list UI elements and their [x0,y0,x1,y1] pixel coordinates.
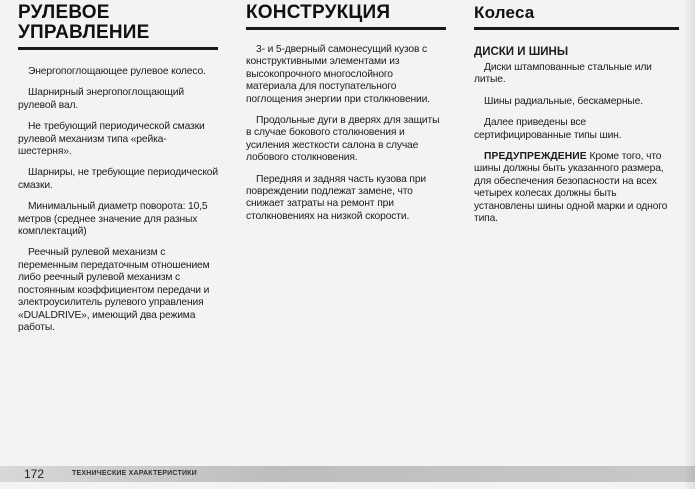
warning-text: Кроме того, что шины должны быть указанного размера, для обеспечения безопасности на всех четырех колесах должны быть установлены шины одной марки и одного типа. [474,151,668,225]
steering-heading-line2: УПРАВЛЕНИЕ [18,22,150,43]
page-edge-shadow [683,0,695,489]
footer-section-title: ТЕХНИЧЕСКИЕ ХАРАКТЕРИСТИКИ [72,470,197,477]
steering-paragraph: Не требующий периодической смазки рулевой механизм типа «рейка-шестерня». [18,121,205,158]
wheels-paragraph: Шины радиальные, бескамерные. [484,95,643,107]
wheels-paragraph: Далее приведены все сертифицированные типы шин. [474,117,622,141]
wheels-heading-rule [474,27,679,30]
construction-paragraph: 3- и 5-дверный самонесущий кузов с конструктивными элементами из высокопрочного многослойного материала для поступательного поглощения энергии при столкновении. [246,44,430,105]
warning-paragraph [474,151,679,225]
steering-heading-line1: РУЛЕВОЕ [18,2,110,23]
construction-paragraph: Продольные дуги в дверях для защиты в случае бокового столкновения и усиления жесткости салона в случае лобового столкновения. [246,115,440,164]
steering-paragraph: Шарнирный энергопоглощающий рулевой вал. [18,87,184,111]
construction-heading-rule [246,27,446,30]
warning-label: ПРЕДУПРЕЖДЕНИЕ [484,151,587,163]
construction-heading: КОНСТРУКЦИЯ [246,2,391,23]
steering-heading-rule [18,47,218,50]
page-number: 172 [24,467,45,481]
column-wheels [474,0,679,234]
wheels-heading: Колеса [474,3,535,22]
column-construction [246,0,446,232]
steering-paragraph: Энергопоглощающее рулевое колесо. [28,66,206,77]
steering-heading [18,3,218,43]
steering-paragraphs [18,66,218,334]
steering-paragraph: Минимальный диаметр поворота: 10,5 метров (среднее значение для разных комплектаций) [18,201,208,238]
wheels-paragraph: Диски штампованные стальные или литые. [474,62,652,86]
steering-paragraph: Реечный рулевой механизм с переменным передаточным отношением либо реечный рулевой механизм с постоянным коэффициентом передачи и электроусилитель рулевого управления «DUALDRIVE», имеющий два режима работы. [18,247,210,333]
column-steering [18,0,218,343]
construction-paragraph: Передняя и задняя часть кузова при повреждении подлежат замене, что снижает затраты на ремонт при столкновениях на низкой скорости. [246,173,427,222]
construction-paragraphs [246,44,446,223]
wheels-subheading: ДИСКИ И ШИНЫ [474,46,569,58]
steering-paragraph: Шарниры, не требующие периодической смазки. [18,167,218,191]
